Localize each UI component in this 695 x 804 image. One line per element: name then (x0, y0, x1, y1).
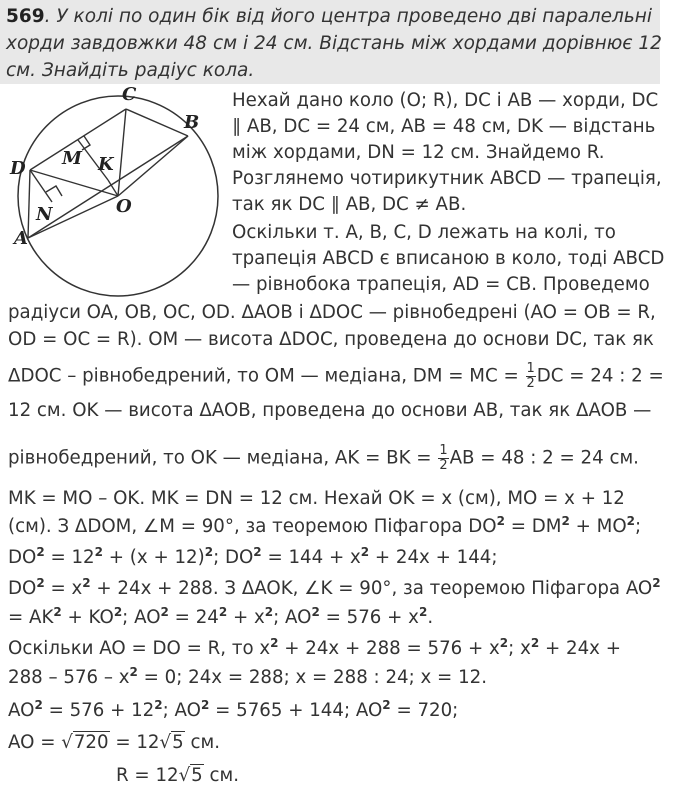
t23a: R = 12√ (116, 765, 191, 786)
solution-line-17 (8, 576, 661, 603)
sup-19: 2 (270, 636, 279, 650)
radicand-5: 5 (172, 732, 184, 753)
t18d: = 24 (168, 607, 219, 628)
text-ab-calc: AB = 48 : 2 = 24 см. (449, 447, 639, 469)
solution-line-4: Розглянемо чотирикутник ABCD — трапеція, (232, 168, 662, 189)
sup-12: 2 (53, 605, 62, 619)
sup-15: 2 (218, 605, 228, 619)
label-C: C (122, 84, 137, 105)
fraction-half-2 (438, 444, 448, 473)
t21d: = 5765 + 144; AO (209, 700, 383, 721)
solution-line-20 (8, 665, 487, 692)
sup-3: 2 (626, 514, 636, 528)
t18c: ; AO (122, 607, 161, 628)
t15a: (см). З ΔDOM, ∠M = 90°, за теоремою Піфагора DO (8, 516, 497, 537)
t19b: + 24x + 288 = 576 + x (278, 638, 500, 659)
sup-20: 2 (499, 636, 509, 650)
t22a: AO = √ (8, 732, 73, 753)
sup-7: 2 (253, 545, 262, 559)
sup-9: 2 (36, 576, 45, 590)
sup-1: 2 (496, 514, 505, 528)
t18b: + KO (61, 607, 114, 628)
solution-line-5: так як DC ∥ AB, DC ≠ AB. (232, 194, 467, 215)
sup-22: 2 (129, 665, 138, 679)
radicand-5-final: 5 (191, 765, 203, 786)
task-line-2: хорди завдовжки 48 см і 24 см. Відстань між хордами дорівнює 12 (6, 33, 662, 54)
t16e: = 144 + x (261, 547, 361, 568)
t21e: = 720; (390, 700, 459, 721)
solution-line-13 (8, 444, 639, 473)
t19c: ; x (508, 638, 531, 659)
solution-line-9: радіуси OA, OB, OC, OD. ΔAOB і ΔDOC — рівнобедрені (AO = OB = R, (8, 302, 656, 323)
sup-16: 2 (264, 605, 274, 619)
solution-line-7: трапеція ABCD є вписаною в коло, тоді ABCD (232, 248, 665, 269)
sup-11: 2 (652, 576, 661, 590)
solution-line-21 (8, 698, 458, 725)
t17b: = x (44, 578, 83, 599)
label-M: M (62, 148, 82, 169)
t21c: ; AO (162, 700, 201, 721)
t20b: = 0; 24x = 288; x = 288 : 24; x = 12. (137, 667, 487, 688)
t15c: + MO (569, 516, 627, 537)
text-dc-calc: DC = 24 : 2 = (536, 365, 664, 387)
solution-line-19 (8, 636, 621, 663)
solution-line-11 (8, 362, 664, 391)
t22c: = 12√ (109, 732, 172, 753)
sup-14: 2 (160, 605, 169, 619)
label-D: D (10, 158, 26, 179)
t18g: = 576 + x (319, 607, 419, 628)
solution-line-18: = $AK^2 + KO^2$; $AO^2 = 24^2 + x^2$; $AO^2 = 576 + x^2$. (8, 605, 434, 628)
label-K: K (98, 154, 114, 175)
label-N: N (36, 204, 53, 225)
t16a: DO (8, 547, 37, 568)
sup-23: 2 (34, 698, 43, 712)
fraction-denominator: 2 (526, 376, 535, 391)
solution-line-14: MK = MO – OK. MK = DN = 12 см. Нехай OK = x (см), MO = x + 12 (8, 488, 625, 509)
label-B: B (184, 112, 200, 133)
sup-4: 2 (36, 545, 45, 559)
geometry-figure (0, 84, 228, 304)
sup-24: 2 (154, 698, 163, 712)
solution-line-15: (см). З ΔDOM, ∠M = 90°, за теоремою Піфагора $DO^2 = DM^2 + MO^2$; (8, 514, 642, 537)
label-A: A (14, 228, 28, 249)
task-line-1 (6, 4, 652, 29)
fraction-denominator-2: 2 (439, 458, 448, 473)
sup-26: 2 (382, 698, 391, 712)
t21a: AO (8, 700, 35, 721)
solution-line-2: ∥ AB, DC = 24 см, AB = 48 см, DK — відстань (232, 116, 656, 137)
solution-line-12: 12 см. OK — висота ΔAOB, проведена до основи AB, так як ΔAOB — (8, 400, 652, 421)
radicand-720: 720 (73, 732, 109, 753)
t18f: ; AO (273, 607, 312, 628)
t16c: + (x + 12) (103, 547, 205, 568)
t18a: = AK (8, 607, 54, 628)
solution-line-16 (8, 545, 497, 572)
t23c: см. (203, 765, 240, 786)
label-O: O (116, 196, 132, 217)
solution-line-3: між хордами, DN = 12 см. Знайдемо R. (232, 142, 605, 163)
t16d: ; DO (213, 547, 254, 568)
t15b: = DM (504, 516, 562, 537)
solution-line-10: OD = OC = R). OM — висота ΔDOC, проведена до основи DC, так як (8, 329, 654, 350)
t16b: = 12 (44, 547, 95, 568)
t19a: Оскільки AO = DO = R, то x (8, 638, 271, 659)
sup-2: 2 (561, 514, 570, 528)
fraction-numerator-2: 1 (439, 443, 448, 458)
solution-line-22 (8, 730, 220, 755)
sup-6: 2 (204, 545, 214, 559)
task-number: 569 (6, 6, 45, 27)
sup-8: 2 (360, 545, 370, 559)
fraction-numerator: 1 (526, 361, 535, 376)
sup-5: 2 (94, 545, 103, 559)
t16f: + 24x + 144; (369, 547, 498, 568)
text-dm-mc: ΔDOC – рівнобедрений, то OM — медіана, DM = MC = (8, 365, 519, 387)
task-line-3: см. Знайдіть радіус кола. (6, 60, 255, 81)
solution-line-6: Оскільки т. A, B, C, D лежать на колі, то (232, 222, 616, 243)
solution-line-23 (116, 763, 239, 788)
sup-13: 2 (113, 605, 123, 619)
solution-line-1: Нехай дано коло (O; R), DC і AB — хорди, DC (232, 90, 659, 111)
t17a: DO (8, 578, 37, 599)
sup-18: 2 (418, 605, 428, 619)
task-statement (0, 0, 660, 84)
text-ak-bk: рівнобедрений, то OK — медіана, AK = BK = (8, 447, 432, 469)
sup-17: 2 (311, 605, 320, 619)
t22e: см. (184, 732, 220, 753)
t18e: + x (227, 607, 265, 628)
sup-21: 2 (530, 636, 540, 650)
fraction-half (526, 362, 536, 391)
task-text-1: . У колі по один бік від його центра проведено дві паралельні (44, 6, 652, 27)
sup-10: 2 (82, 576, 91, 590)
sup-25: 2 (200, 698, 210, 712)
t20a: 288 – 576 – x (8, 667, 130, 688)
t19d: + 24x + (539, 638, 621, 659)
t17c: + 24x + 288. З ΔAOK, ∠K = 90°, за теоремою Піфагора AO (90, 578, 653, 599)
solution-line-8: — рівнобока трапеція, AD = CB. Проведемо (232, 274, 650, 295)
t21b: = 576 + 12 (42, 700, 155, 721)
